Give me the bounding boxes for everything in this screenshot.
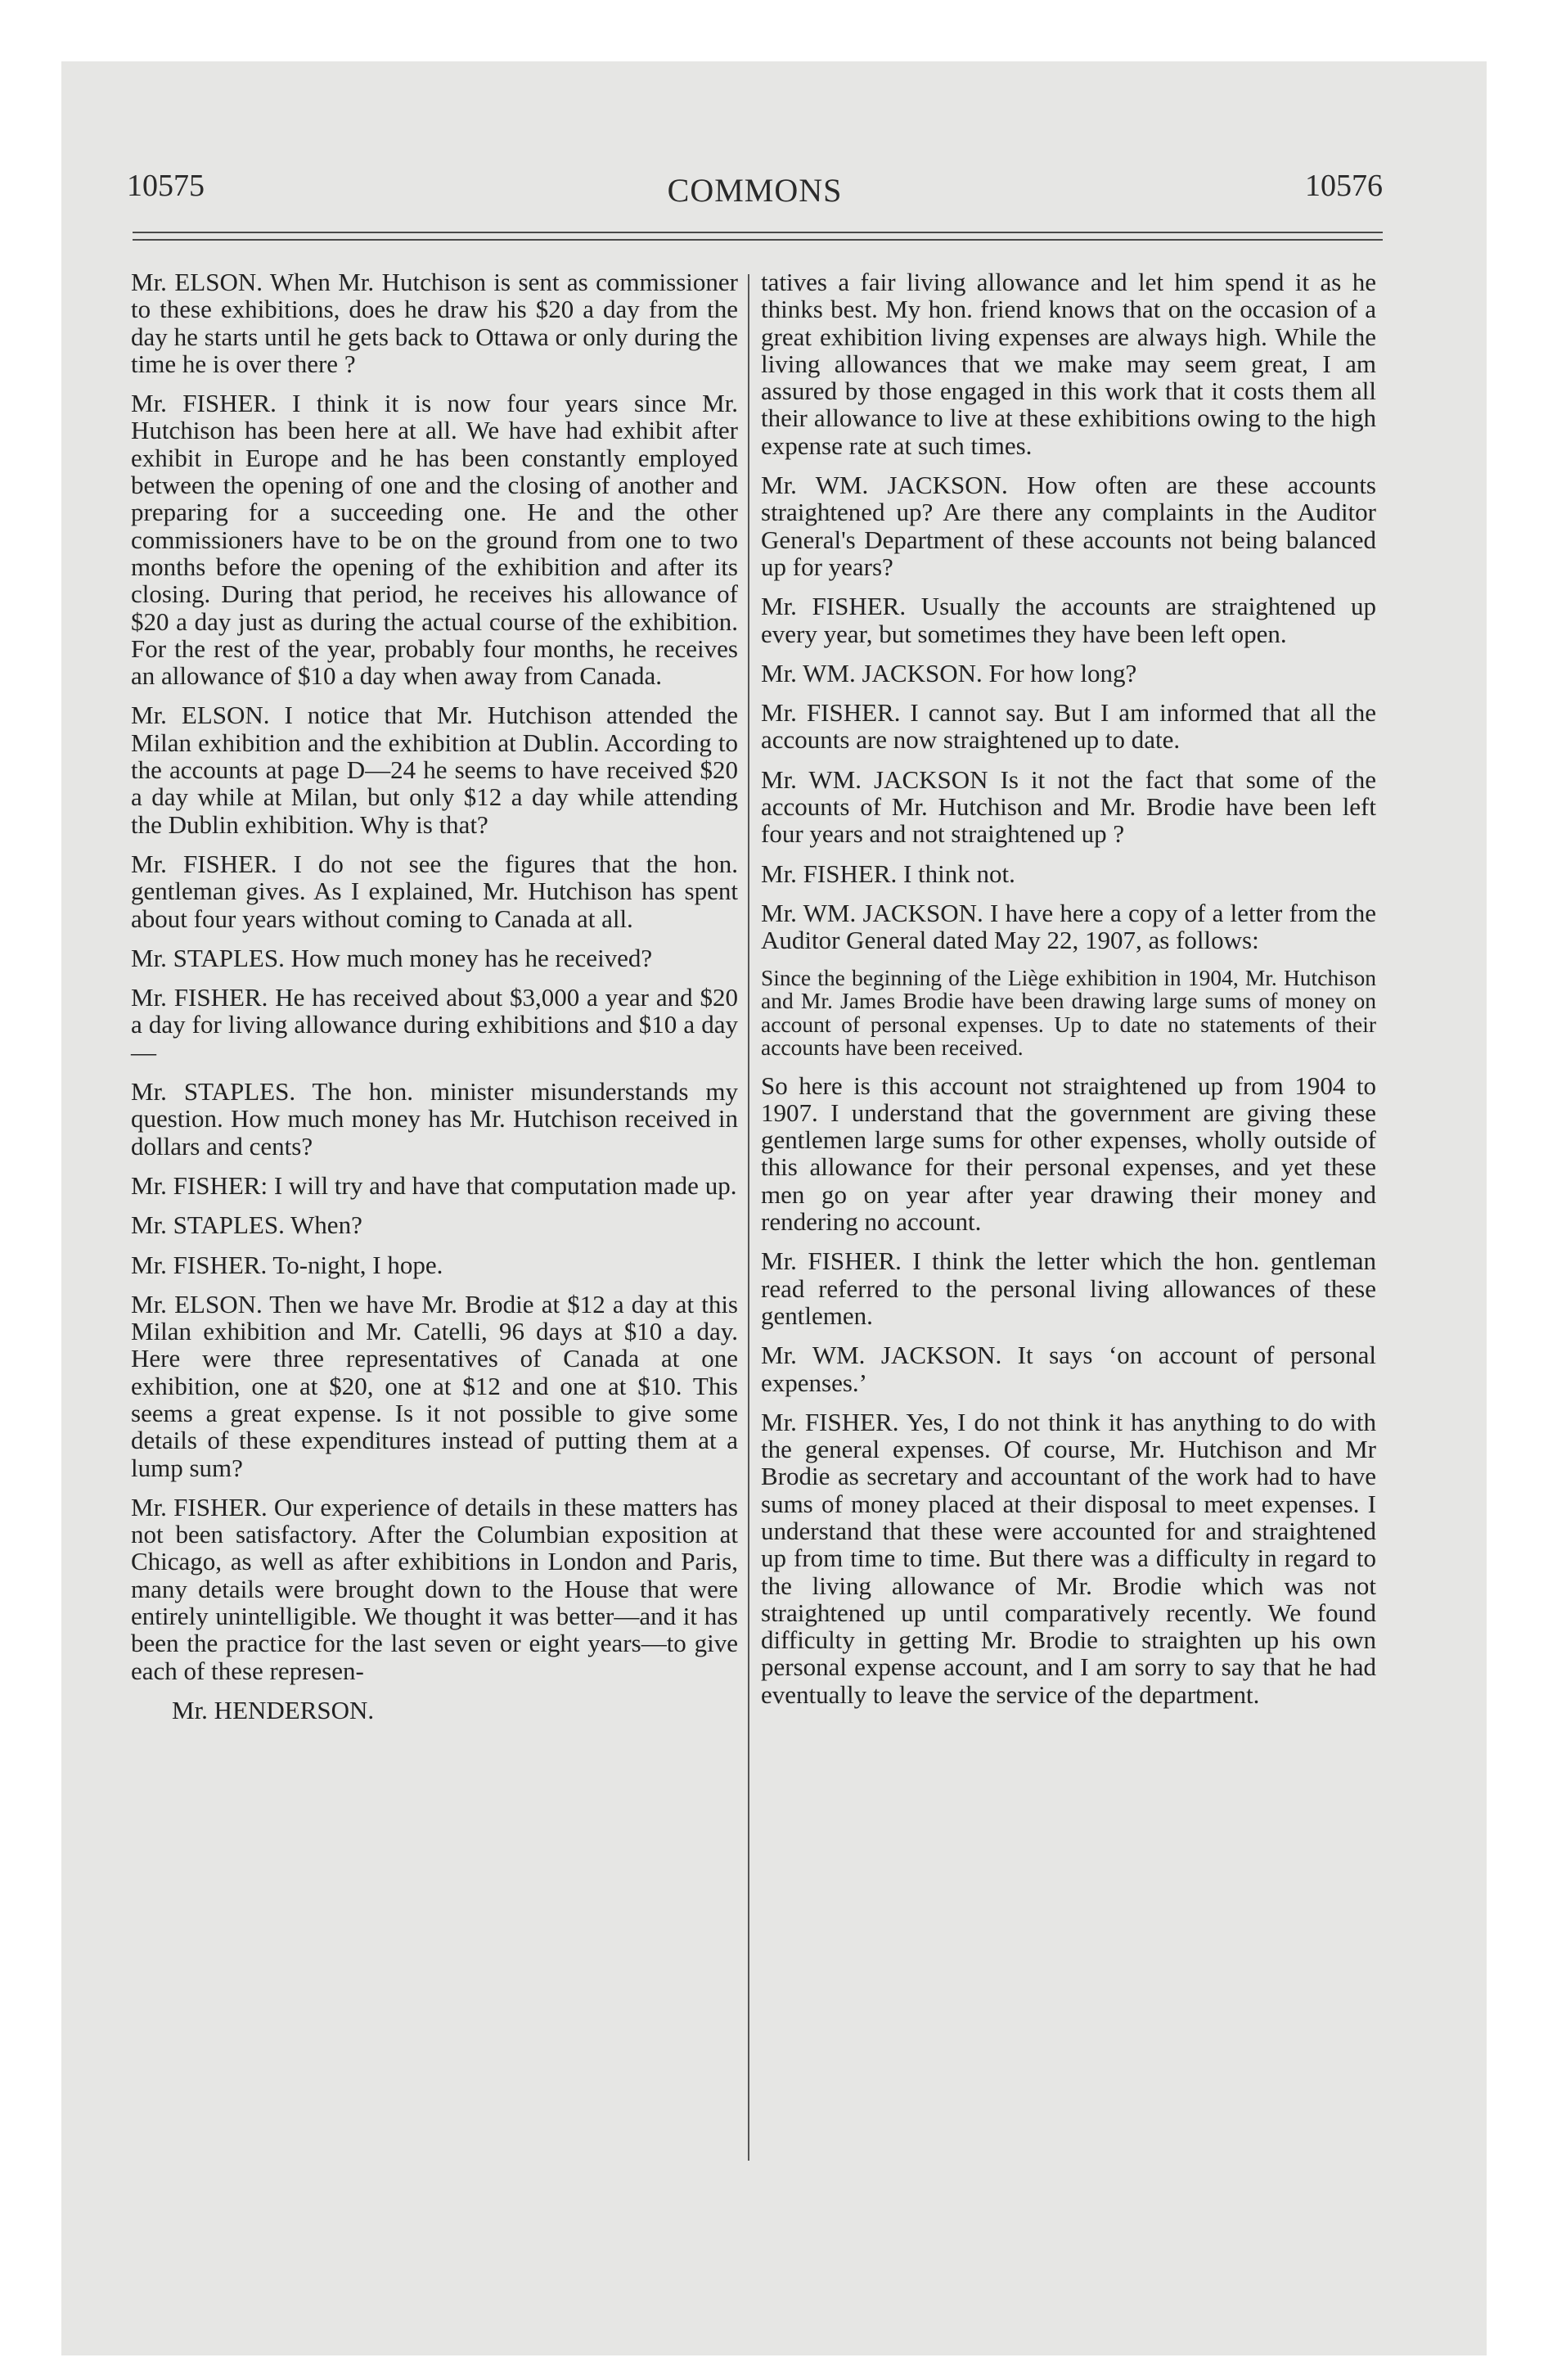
paragraph: Mr. ELSON. I notice that Mr. Hutchison attended the Milan exhibition and the exhibition at Dublin. According to the accounts at page D—24 he seems to have received $20 a day while at Milan, but only $12 a day while attending the Dublin exhibition. Why is that? (131, 701, 738, 839)
paragraph: Mr. FISHER. I think not. (761, 859, 1015, 888)
page-number-right: 10576 (1305, 169, 1383, 203)
paragraph: Mr. FISHER. I think the letter which the hon. gentleman read referred to the personal living allowances of these gentlemen. (761, 1246, 1376, 1330)
paragraph: Mr. FISHER. He has received about $3,000 a year and $20 a day for living allowance during exhibitions and $10 a day— (131, 983, 738, 1066)
column-divider (748, 274, 749, 2161)
paragraph: Mr. FISHER. I cannot say. But I am informed that all the accounts are now straightened up to date. (761, 698, 1376, 755)
paragraph: tatives a fair living allowance and let him spend it as he thinks best. My hon. friend knows that on the occasion of a great exhibition living expenses are always high. While the living allowances that we make may seem great, I am assured by those engaged in this work that it costs them all their allowance to live at these exhibitions owing to the high expense rate at such times. (761, 268, 1376, 460)
paragraph: Mr. WM. JACKSON Is it not the fact that some of the accounts of Mr. Hutchison and Mr. Brodie have been left four years and not straightened up ? (761, 764, 1376, 849)
paragraph: Mr. FISHER. I do not see the figures that the hon. gentleman gives. As I explained, Mr. Hutchison has spent about four years without coming to Canada at all. (131, 849, 738, 933)
paragraph: Mr. WM. JACKSON. How often are these accounts straightened up? Are there any complaints in the Auditor General's Department of these accounts not being balanced up for years? (761, 471, 1376, 581)
paragraph: Mr. WM. JACKSON. I have here a copy of a letter from the Auditor General dated May 22, 1907, as follows: (761, 898, 1376, 955)
paragraph: Mr. STAPLES. How much money has he received? (131, 943, 653, 972)
paragraph: Mr. FISHER. I think it is now four years since Mr. Hutchison has been here at all. We have had exhibit after exhibit in Europe and he has been constantly employed between the opening of one and the closing of another and preparing for a succeeding one. He and the other commissioners have to be on the ground from one to two months before the opening of the exhibition and after its closing. During that period, he receives his allowance of $20 a day just as during the actual course of the exhibition. For the rest of the year, probably four months, he receives an allowance of $10 a day when away from Canada. (131, 389, 738, 691)
left-column (131, 268, 738, 1736)
paragraph: Mr. STAPLES. When? (131, 1210, 362, 1240)
paragraph: Mr. ELSON. Then we have Mr. Brodie at $12 a day at this Milan exhibition and Mr. Catelli, 96 days at $10 a day. Here were three representatives of Canada at one exhibition, one at $20, one at $12 and one at $10. This seems a great expense. Is it not possible to give some details of these expenditures instead of putting them at a lump sum? (131, 1289, 738, 1482)
quoted-letter: Since the beginning of the Liège exhibition in 1904, Mr. Hutchison and Mr. James Brodie have been drawing large sums of money on account of personal expenses. Up to date no statements of their accounts have been received. (761, 964, 1376, 1061)
right-column (761, 268, 1376, 1720)
page-header (127, 160, 1383, 217)
paragraph: Mr. WM. JACKSON. For how long? (761, 658, 1137, 687)
paragraph: Mr. FISHER. Our experience of details in these matters has not been satisfactory. After the Columbian exposition at Chicago, as well as after exhibitions in London and Paris, many details were brought down to the House that were entirely unintelligible. We thought it was better—and it has been the practice for the last seven or eight years—to give each of these represen- (131, 1492, 738, 1685)
paragraph: Mr. FISHER: I will try and have that computation made up. (131, 1170, 737, 1200)
paragraph: Mr. WM. JACKSON. It says ‘on account of personal expenses.’ (761, 1341, 1376, 1397)
header-rule-top (133, 232, 1383, 233)
paragraph: Mr. FISHER. To-night, I hope. (131, 1250, 443, 1279)
running-title: COMMONS (667, 172, 843, 209)
page-number-left: 10575 (127, 169, 205, 203)
paragraph: Mr. FISHER. Yes, I do not think it has anything to do with the general expenses. Of course, Mr. Hutchison and Mr Brodie as secretary and accountant of the work had to have sums of money placed at their disposal to meet expenses. I understand that these were accounted for and straightened up from time to time. But there was a difficulty in regard to the living allowance of Mr. Brodie which was not straightened up until comparatively recently. We found difficulty in getting Mr. Brodie to straighten up his own personal expense account, and I am sorry to say that he had eventually to leave the service of the department. (761, 1407, 1376, 1709)
paragraph: Mr. FISHER. Usually the accounts are straightened up every year, but sometimes they have been left open. (761, 592, 1376, 648)
header-rule-bottom (133, 239, 1383, 241)
paragraph: Mr. STAPLES. The hon. minister misunderstands my question. How much money has Mr. Hutchison received in dollars and cents? (131, 1077, 738, 1161)
speaker-signoff: Mr. HENDERSON. (172, 1695, 375, 1724)
paragraph: So here is this account not straightened up from 1904 to 1907. I understand that the government are giving these gentlemen large sums for other expenses, wholly outside of this allowance for their personal expenses, and yet these men go on year after year drawing their money and rendering no account. (761, 1071, 1376, 1237)
paragraph: Mr. ELSON. When Mr. Hutchison is sent as commissioner to these exhibitions, does he draw his $20 a day from the day he starts until he gets back to Ottawa or only during the time he is over there ? (131, 268, 738, 378)
